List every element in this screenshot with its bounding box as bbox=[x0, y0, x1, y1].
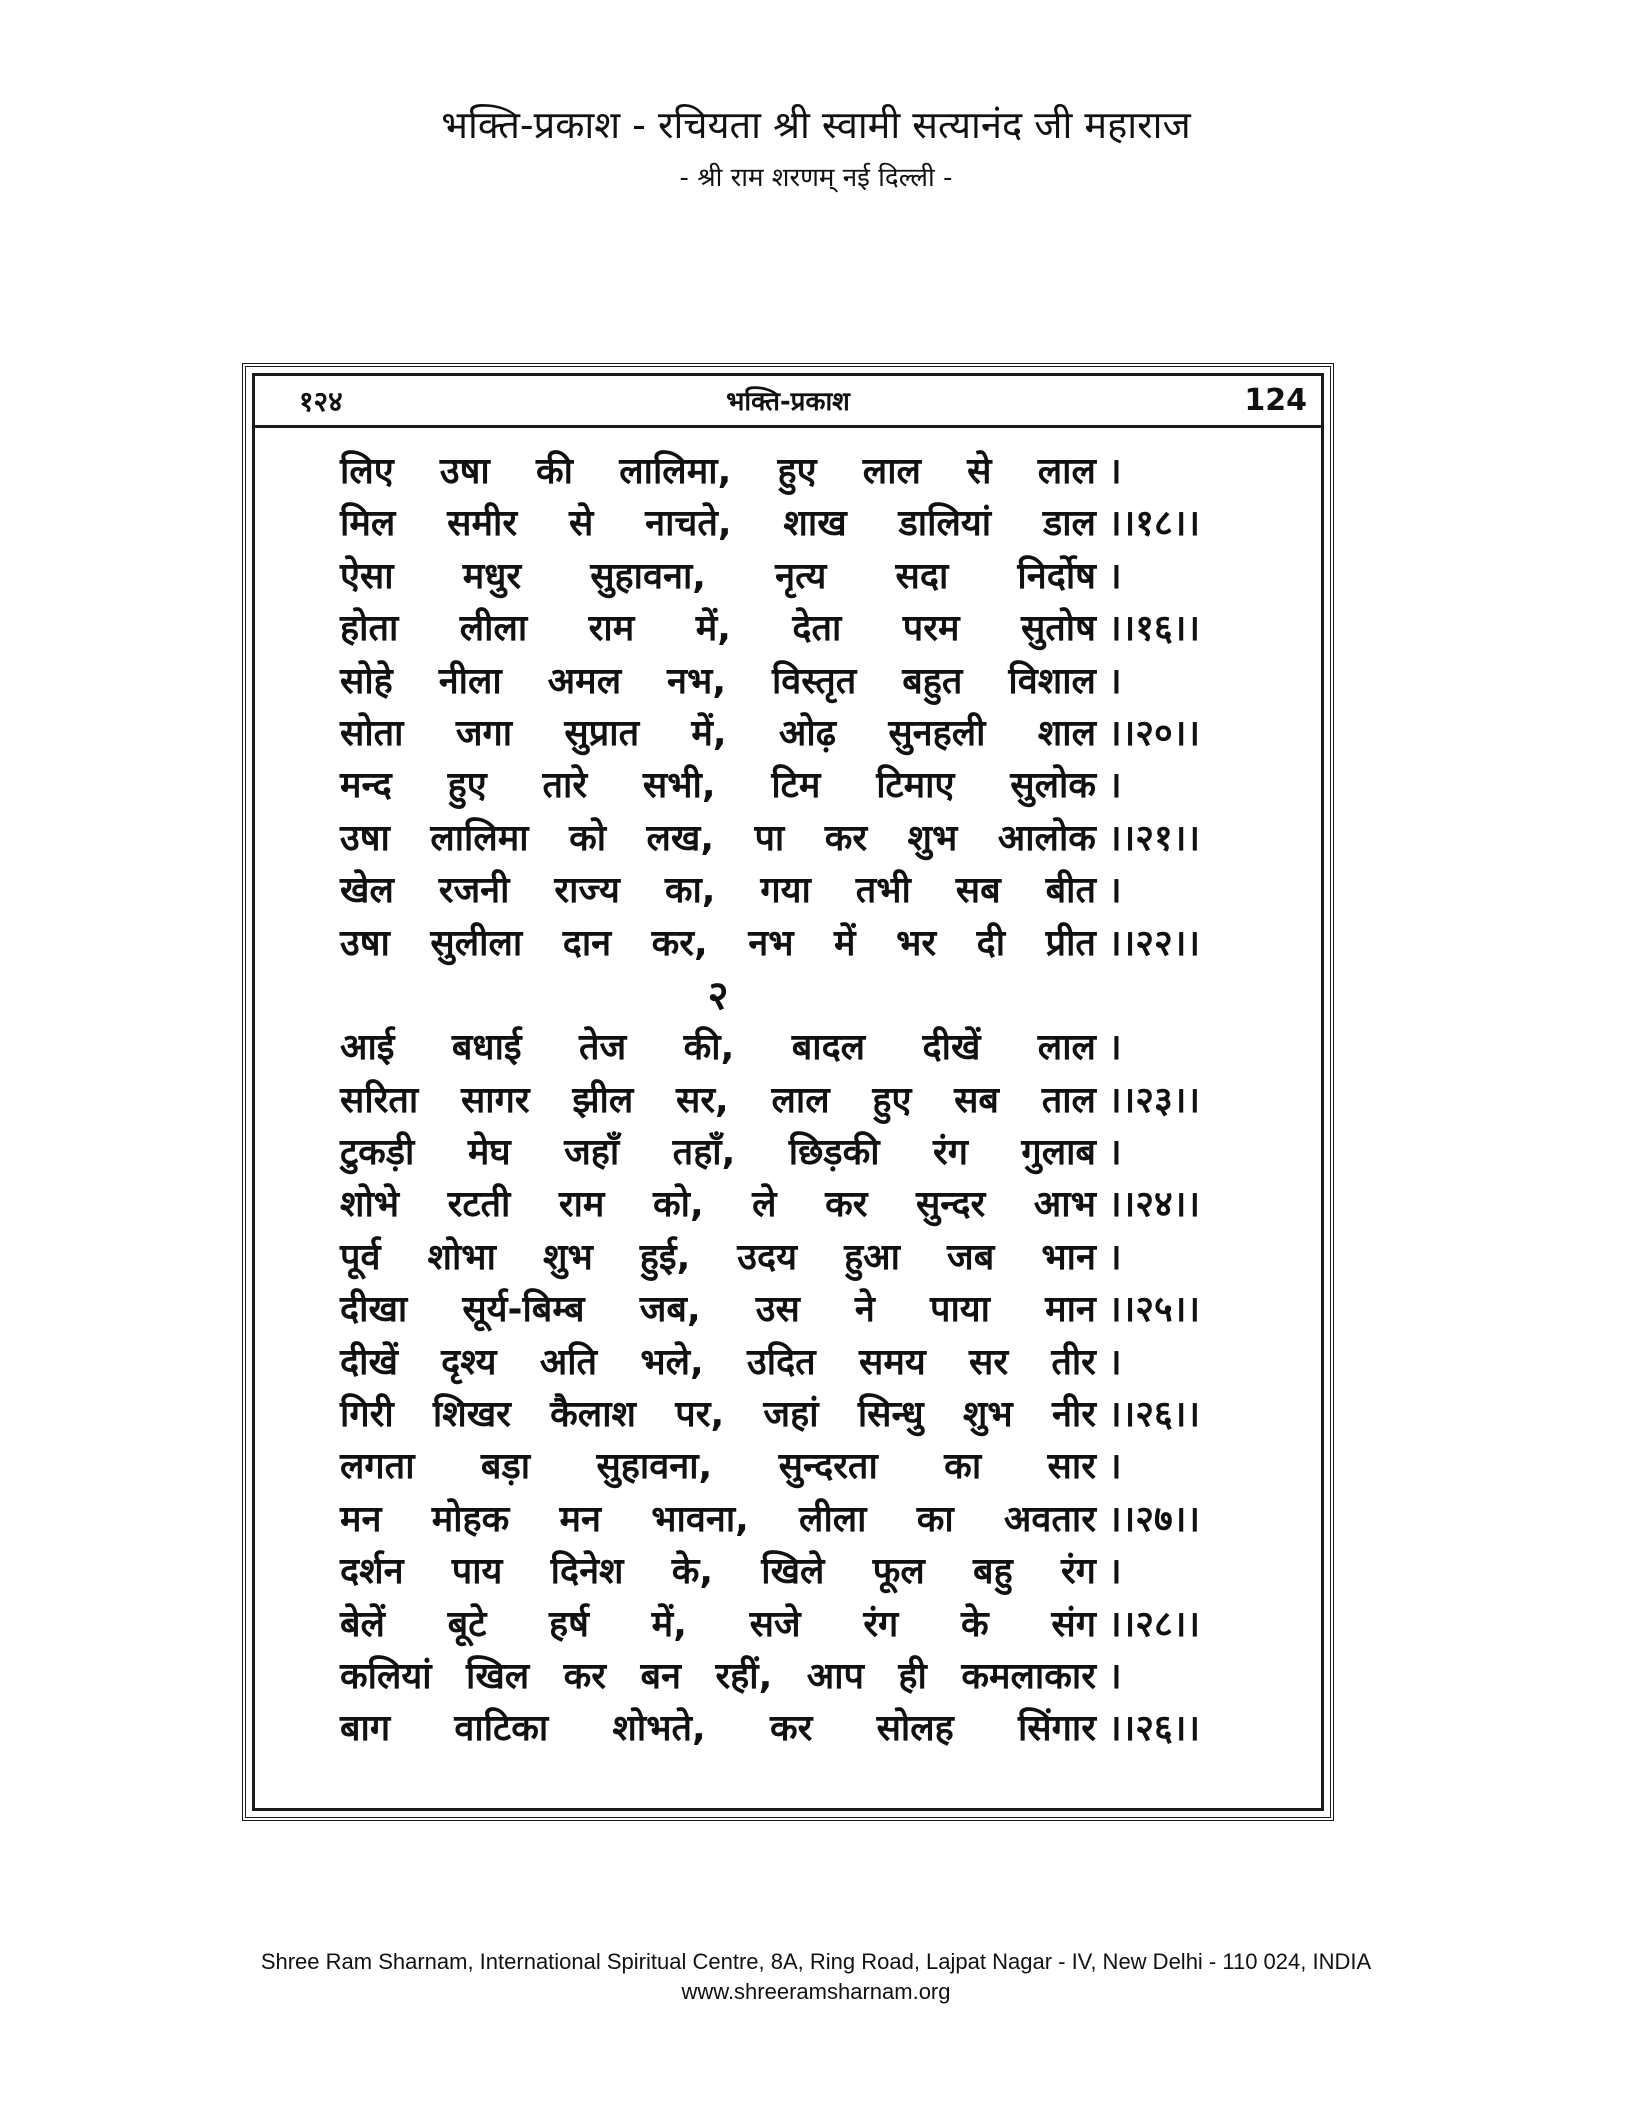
verse-word: समीर bbox=[447, 503, 518, 545]
verse-word: मिल bbox=[340, 503, 396, 545]
verse-word: झील bbox=[572, 1079, 634, 1121]
verse-text bbox=[340, 1651, 1096, 1703]
verse-word: उषा bbox=[340, 922, 390, 964]
verse-line bbox=[340, 1179, 1240, 1231]
verse-word: उदित bbox=[747, 1341, 816, 1383]
verse-marker: । bbox=[1108, 660, 1122, 702]
verse-line bbox=[340, 1546, 1240, 1598]
verse-word: शुभ bbox=[962, 1394, 1013, 1436]
verse-text bbox=[340, 656, 1096, 708]
verse-text bbox=[340, 918, 1096, 970]
verse-marker: । bbox=[1108, 1655, 1122, 1697]
verse-word: सुनहली bbox=[888, 712, 986, 754]
verse-word: ही bbox=[898, 1655, 927, 1697]
verse-word: शोभते, bbox=[612, 1708, 706, 1750]
verse-word: सब bbox=[955, 870, 1001, 912]
verse-line bbox=[340, 1022, 1240, 1074]
verse-word: दान bbox=[562, 922, 612, 964]
verse-word: खिले bbox=[761, 1551, 825, 1593]
verse-text bbox=[340, 551, 1096, 603]
verse-word: सर, bbox=[676, 1079, 729, 1121]
verse-marker: ।।२५।। bbox=[1108, 1289, 1201, 1331]
verse-word: लाल bbox=[862, 451, 921, 492]
verse-word: में bbox=[834, 922, 856, 964]
verse-word: से bbox=[967, 451, 992, 492]
verse-word: हुए bbox=[447, 765, 487, 807]
verse-word: सुहावना, bbox=[590, 555, 706, 597]
verse-word: मधुर bbox=[462, 555, 522, 597]
verse-text bbox=[340, 1022, 1096, 1074]
verse-word: सागर bbox=[460, 1079, 530, 1121]
verse-line bbox=[340, 1232, 1240, 1284]
verse-marker: ।।२८।। bbox=[1108, 1603, 1201, 1645]
verse-word: दीखा bbox=[340, 1289, 408, 1331]
verse-line bbox=[340, 1075, 1240, 1127]
verse-text bbox=[340, 760, 1096, 812]
verse-word: डालियां bbox=[898, 503, 992, 545]
verse-text bbox=[340, 446, 1096, 498]
verse-line bbox=[340, 760, 1240, 812]
verse-word: हुए bbox=[872, 1079, 912, 1121]
verse-word: रंग bbox=[932, 1132, 968, 1174]
verse-word: आई bbox=[340, 1027, 395, 1069]
verse-word: सिंगार bbox=[1017, 1708, 1096, 1750]
verse-word: रंग bbox=[863, 1603, 899, 1645]
verse-word: हुए bbox=[777, 451, 817, 492]
verse-marker: ।।२२।। bbox=[1108, 922, 1201, 964]
verse-word: बन bbox=[640, 1655, 682, 1697]
verse-word: सोता bbox=[340, 712, 404, 754]
verse-word: मेघ bbox=[467, 1132, 511, 1174]
verse-list bbox=[340, 446, 1240, 1756]
verse-word: कर bbox=[769, 1708, 813, 1750]
verse-word: रजनी bbox=[438, 870, 510, 912]
verse-word: ने bbox=[854, 1289, 875, 1331]
verse-word: ले bbox=[752, 1184, 777, 1226]
verse-word: की, bbox=[683, 1027, 735, 1069]
verse-line bbox=[340, 446, 1240, 498]
verse-word: सब bbox=[954, 1079, 999, 1121]
page-number-latin: 124 bbox=[1244, 383, 1307, 418]
verse-word: मन bbox=[340, 1498, 382, 1540]
verse-marker: । bbox=[1108, 1341, 1122, 1383]
verse-word: सदा bbox=[895, 555, 949, 597]
verse-word: जहां bbox=[763, 1394, 819, 1436]
verse-word: लीला bbox=[459, 608, 528, 650]
verse-word: रंग bbox=[1060, 1551, 1096, 1593]
verse-word: से bbox=[568, 503, 594, 545]
verse-word: जब bbox=[947, 1236, 995, 1278]
verse-word: सुहावना, bbox=[596, 1446, 713, 1488]
document-title: भक्ति-प्रकाश - रचियता श्री स्वामी सत्यानंद जी महाराज bbox=[441, 103, 1191, 147]
verse-word: राज्य bbox=[554, 870, 620, 912]
verse-word: पाय bbox=[451, 1551, 503, 1593]
verse-line bbox=[340, 1389, 1240, 1441]
verse-marker: ।।२१।। bbox=[1108, 817, 1201, 859]
verse-text bbox=[340, 1075, 1096, 1127]
verse-word: सुलीला bbox=[430, 922, 523, 964]
verse-word: आभ bbox=[1033, 1184, 1096, 1226]
verse-marker: ।।२३।। bbox=[1108, 1079, 1201, 1121]
verse-word: कैलाश bbox=[550, 1394, 637, 1436]
verse-marker: । bbox=[1108, 451, 1122, 492]
verse-word: छिड़की bbox=[788, 1132, 880, 1174]
verse-word: बादल bbox=[791, 1027, 866, 1069]
verse-word: तहाँ, bbox=[672, 1132, 736, 1174]
verse-word: को bbox=[569, 817, 607, 859]
verse-word: बाग bbox=[340, 1708, 391, 1750]
verse-word: भावना, bbox=[651, 1498, 749, 1540]
verse-word: में, bbox=[695, 608, 731, 650]
verse-line bbox=[340, 551, 1240, 603]
verse-word: टुकड़ी bbox=[340, 1132, 415, 1174]
verse-word: दीखें bbox=[922, 1027, 981, 1069]
verse-word: डाल bbox=[1042, 503, 1096, 545]
verse-word: सरिता bbox=[340, 1079, 419, 1121]
verse-word: लाल bbox=[1037, 451, 1096, 492]
verse-word: नभ, bbox=[667, 660, 727, 702]
verse-line bbox=[340, 1494, 1240, 1546]
verse-word: कर bbox=[563, 1655, 607, 1697]
verse-word: लख, bbox=[646, 817, 715, 859]
verse-word: पूर्व bbox=[340, 1236, 381, 1278]
verse-line bbox=[340, 708, 1240, 760]
verse-word: भान bbox=[1041, 1236, 1096, 1278]
verse-marker: ।।२४।। bbox=[1108, 1184, 1201, 1226]
verse-word: दीखें bbox=[340, 1341, 398, 1383]
verse-marker: । bbox=[1108, 1027, 1122, 1069]
verse-word: उषा bbox=[439, 451, 490, 492]
verse-marker: ।।२७।। bbox=[1108, 1498, 1201, 1540]
verse-line bbox=[340, 1441, 1240, 1493]
verse-word: सोहे bbox=[340, 660, 393, 702]
verse-word: भले, bbox=[640, 1341, 704, 1383]
verse-word: तभी bbox=[855, 870, 911, 912]
verse-line bbox=[340, 498, 1240, 550]
verse-text bbox=[340, 1284, 1096, 1336]
verse-marker: । bbox=[1108, 870, 1122, 912]
verse-word: सुतोष bbox=[1020, 608, 1096, 650]
verse-word: गुलाब bbox=[1021, 1132, 1096, 1174]
verse-word: देता bbox=[792, 608, 842, 650]
verse-word: खेल bbox=[340, 870, 394, 912]
verse-text bbox=[340, 1179, 1096, 1231]
verse-word: जब, bbox=[639, 1289, 701, 1331]
verse-word: बधाई bbox=[451, 1027, 522, 1069]
verse-marker: ।।१८।। bbox=[1108, 503, 1201, 545]
verse-word: ओढ़ bbox=[778, 712, 837, 754]
verse-word: में, bbox=[651, 1603, 687, 1645]
verse-word: लालिमा, bbox=[619, 451, 732, 492]
verse-text bbox=[340, 1441, 1096, 1493]
verse-word: भर bbox=[896, 922, 937, 964]
verse-word: तीर bbox=[1051, 1341, 1096, 1383]
verse-word: जहाँ bbox=[564, 1132, 620, 1174]
verse-word: शुभ bbox=[907, 817, 958, 859]
verse-word: को, bbox=[652, 1184, 704, 1226]
verse-text bbox=[340, 603, 1096, 655]
verse-word: रहीं, bbox=[715, 1655, 773, 1697]
verse-word: तेज bbox=[578, 1027, 627, 1069]
verse-word: मान bbox=[1045, 1289, 1096, 1331]
verse-text bbox=[340, 1337, 1096, 1389]
verse-word: दर्शन bbox=[340, 1551, 404, 1593]
verse-word: पा bbox=[754, 817, 785, 859]
verse-word: फूल bbox=[872, 1551, 925, 1593]
verse-word: बड़ा bbox=[480, 1446, 531, 1488]
verse-word: सोलह bbox=[876, 1708, 954, 1750]
verse-text bbox=[340, 1494, 1096, 1546]
verse-word: सुन्दर bbox=[915, 1184, 986, 1226]
verse-word: आप bbox=[806, 1655, 864, 1697]
verse-word: हुई, bbox=[639, 1236, 691, 1278]
verse-word: सभी, bbox=[642, 765, 716, 807]
verse-word: बीत bbox=[1045, 870, 1096, 912]
verse-word: लगता bbox=[340, 1446, 415, 1488]
verse-line bbox=[340, 656, 1240, 708]
verse-word: पाया bbox=[930, 1289, 990, 1331]
verse-word: दिनेश bbox=[550, 1551, 624, 1593]
verse-word: दृश्य bbox=[441, 1341, 497, 1383]
verse-marker: ।।१६।। bbox=[1108, 608, 1201, 650]
verse-line bbox=[340, 1127, 1240, 1179]
verse-text bbox=[340, 1599, 1096, 1651]
page-header-bar bbox=[255, 376, 1321, 428]
verse-word: शोभे bbox=[340, 1184, 400, 1226]
verse-word: मोहक bbox=[431, 1498, 510, 1540]
verse-word: सजे bbox=[749, 1603, 801, 1645]
verse-word: शुभ bbox=[542, 1236, 593, 1278]
verse-line bbox=[340, 1703, 1240, 1755]
verse-word: नाचते, bbox=[645, 503, 732, 545]
verse-word: संग bbox=[1051, 1603, 1096, 1645]
verse-word: होता bbox=[340, 608, 399, 650]
verse-word: बहु bbox=[973, 1551, 1013, 1593]
verse-word: लिए bbox=[340, 451, 394, 492]
verse-word: गिरी bbox=[340, 1394, 394, 1436]
verse-word: के bbox=[961, 1603, 989, 1645]
verse-marker: । bbox=[1108, 765, 1122, 807]
verse-word: अवतार bbox=[1003, 1498, 1096, 1540]
verse-line bbox=[340, 865, 1240, 917]
verse-word: राम bbox=[558, 1184, 605, 1226]
verse-word: नीला bbox=[438, 660, 502, 702]
verse-word: खिल bbox=[466, 1655, 530, 1697]
verse-word: ऐसा bbox=[340, 555, 394, 597]
verse-text bbox=[340, 865, 1096, 917]
page-number-devanagari: १२४ bbox=[299, 385, 343, 418]
verse-word: तारे bbox=[542, 765, 588, 807]
verse-word: कर, bbox=[651, 922, 708, 964]
verse-word: अति bbox=[539, 1341, 598, 1383]
verse-line bbox=[340, 1599, 1240, 1651]
verse-word: सिन्धु bbox=[857, 1394, 924, 1436]
verse-word: सुप्रात bbox=[564, 712, 640, 754]
verse-line bbox=[340, 1651, 1240, 1703]
verse-word: विस्तृत bbox=[771, 660, 857, 702]
verse-marker: । bbox=[1108, 1132, 1122, 1174]
verse-word: बेलें bbox=[340, 1603, 385, 1645]
verse-word: में, bbox=[691, 712, 727, 754]
verse-text bbox=[340, 1127, 1096, 1179]
verse-word: शिखर bbox=[432, 1394, 511, 1436]
verse-word: परम bbox=[902, 608, 960, 650]
verse-word: सूर्य-बिम्ब bbox=[462, 1289, 585, 1331]
verse-text bbox=[340, 1703, 1096, 1755]
section-number-label: २ bbox=[707, 972, 729, 1019]
verse-word: उस bbox=[755, 1289, 800, 1331]
verse-word: निर्दोष bbox=[1017, 555, 1096, 597]
verse-word: नृत्य bbox=[775, 555, 827, 597]
verse-word: लाल bbox=[1037, 1027, 1096, 1069]
verse-word: राम bbox=[588, 608, 635, 650]
verse-marker: । bbox=[1108, 1551, 1122, 1593]
verse-word: हुआ bbox=[844, 1236, 900, 1278]
verse-word: कमलाकार bbox=[961, 1655, 1096, 1697]
verse-marker: ।।२०।। bbox=[1108, 712, 1201, 754]
verse-word: कर bbox=[824, 817, 868, 859]
verse-line bbox=[340, 918, 1240, 970]
verse-word: विशाल bbox=[1008, 660, 1096, 702]
footer-address: Shree Ram Sharnam, International Spiritual Centre, 8A, Ring Road, Lajpat Nagar - IV, New Delhi - 110 024, INDIA bbox=[260, 1949, 1372, 1974]
verse-word: दी bbox=[976, 922, 1006, 964]
verse-marker: ।।२६।। bbox=[1108, 1708, 1201, 1750]
verse-word: नभ bbox=[748, 922, 794, 964]
verse-word: की bbox=[536, 451, 573, 492]
verse-word: कलियां bbox=[340, 1655, 432, 1697]
verse-word: बहुत bbox=[902, 660, 963, 702]
verse-word: का, bbox=[664, 870, 716, 912]
verse-text bbox=[340, 813, 1096, 865]
verse-word: सार bbox=[1047, 1446, 1096, 1488]
verse-text bbox=[340, 1232, 1096, 1284]
verse-word: टिम bbox=[771, 765, 821, 807]
verse-word: रटती bbox=[447, 1184, 511, 1226]
verse-word: अमल bbox=[547, 660, 622, 702]
verse-word: शाख bbox=[783, 503, 847, 545]
verse-text bbox=[340, 1546, 1096, 1598]
verse-marker: । bbox=[1108, 1446, 1122, 1488]
verse-word: टिमाए bbox=[876, 765, 955, 807]
verse-word: सर bbox=[969, 1341, 1009, 1383]
verse-word: उषा bbox=[340, 817, 390, 859]
verse-word: शोभा bbox=[427, 1236, 496, 1278]
verse-word: हर्ष bbox=[549, 1603, 589, 1645]
verse-word: शाल bbox=[1037, 712, 1096, 754]
footer-website: www.shreeramsharnam.org bbox=[681, 1979, 951, 2004]
verse-marker: । bbox=[1108, 1236, 1122, 1278]
verse-text bbox=[340, 1389, 1096, 1441]
verse-word: मन bbox=[559, 1498, 602, 1540]
verse-line bbox=[340, 813, 1240, 865]
verse-word: वाटिका bbox=[454, 1708, 549, 1750]
verse-word: कर bbox=[825, 1184, 868, 1226]
verse-word: समय bbox=[858, 1341, 926, 1383]
verse-word: ताल bbox=[1041, 1079, 1096, 1121]
verse-word: मन्द bbox=[340, 765, 392, 807]
verse-text bbox=[340, 708, 1096, 760]
verse-word: आलोक bbox=[997, 817, 1096, 859]
verse-marker: ।।२६।। bbox=[1108, 1394, 1201, 1436]
verse-line bbox=[340, 1337, 1240, 1389]
verse-line bbox=[340, 1284, 1240, 1336]
verse-marker: । bbox=[1108, 555, 1122, 597]
verse-word: लीला bbox=[799, 1498, 867, 1540]
verse-word: का bbox=[944, 1446, 982, 1488]
verse-word: नीर bbox=[1051, 1394, 1096, 1436]
verse-word: लाल bbox=[771, 1079, 830, 1121]
verse-word: का bbox=[916, 1498, 954, 1540]
verse-word: सुलोक bbox=[1010, 765, 1096, 807]
verse-word: प्रीत bbox=[1045, 922, 1096, 964]
document-subtitle: - श्री राम शरणम् नई दिल्ली - bbox=[679, 163, 953, 193]
verse-word: गया bbox=[760, 870, 811, 912]
verse-word: सुन्दरता bbox=[778, 1446, 878, 1488]
verse-word: पर, bbox=[675, 1394, 725, 1436]
verse-word: उदय bbox=[737, 1236, 798, 1278]
verse-word: बूटे bbox=[447, 1603, 487, 1645]
verse-word: के, bbox=[671, 1551, 714, 1593]
running-title: भक्ति-प्रकाश bbox=[726, 387, 850, 417]
verse-word: जगा bbox=[455, 712, 513, 754]
verse-text bbox=[340, 498, 1096, 550]
verse-word: लालिमा bbox=[430, 817, 529, 859]
section-number bbox=[340, 970, 1240, 1022]
verse-line bbox=[340, 603, 1240, 655]
